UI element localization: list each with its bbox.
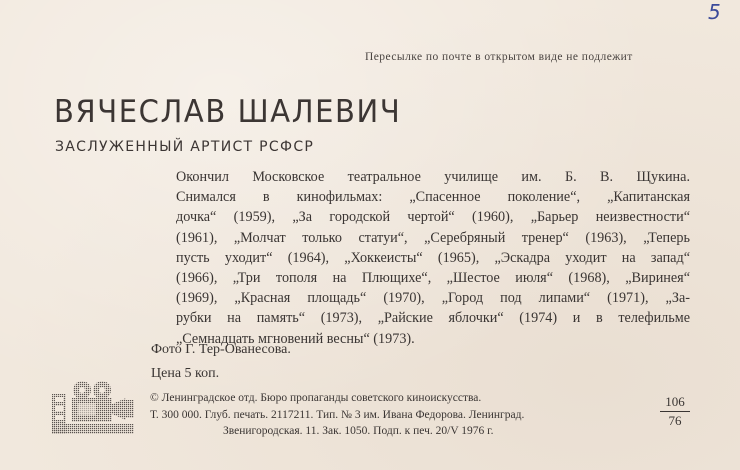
price: Цена 5 коп.: [151, 366, 220, 381]
bio-line: Снимался в кинофильмах: „Спасенное поколение“, „Капитанская: [176, 189, 690, 206]
imprint-line-3: Звенигородская. 11. Зак. 1050. Подп. к печ. 20/V 1976 г.: [223, 425, 494, 437]
bio-line: (1966), „Три тополя на Плющихе“, „Шестое июля“ (1968), „Виринея“: [176, 270, 690, 287]
biography: [176, 167, 690, 349]
fraction-numerator: 106: [665, 394, 685, 409]
bio-line: Окончил Московское театральное училище им. Б. В. Щукина.: [176, 169, 690, 185]
bio-line: (1961), „Молчат только статуи“, „Серебряный тренер“ (1963), „Теперь: [176, 229, 690, 246]
film-camera-logo-icon: [52, 380, 134, 434]
catalog-fraction: [660, 394, 690, 429]
actor-name: ВЯЧЕСЛАВ ШАЛЕВИЧ: [54, 93, 402, 130]
bio-line: пусть уходит“ (1964), „Хоккеисты“ (1965), „Эскадра уходит на запад“: [176, 249, 690, 266]
photo-credit: Фото Г. Тер-Ованесова.: [151, 342, 291, 357]
handwritten-mark: 5: [708, 0, 721, 24]
bio-line: рубки на память“ (1973), „Райские яблочки“ (1974) и в телефильме: [176, 310, 690, 327]
imprint-line-1: © Ленинградское отд. Бюро пропаганды советского киноискусства.: [150, 392, 482, 404]
fraction-denominator: 76: [668, 413, 682, 428]
bio-line: дочка“ (1959), „За городской чертой“ (1960), „Барьер неизвестности“: [176, 209, 690, 226]
bio-line: (1969), „Красная площадь“ (1970), „Город под липами“ (1971), „За-: [176, 290, 690, 307]
postal-notice: Пересылке по почте в открытом виде не подлежит: [365, 51, 633, 63]
bio-line: „Семнадцать мгновений весны“ (1973).: [176, 330, 415, 347]
imprint-line-2: Т. 300 000. Глуб. печать. 2117211. Тип. № 3 им. Ивана Федорова. Ленинград.: [150, 408, 525, 421]
fraction-bar: [660, 411, 690, 412]
actor-title: ЗАСЛУЖЕННЫЙ АРТИСТ РСФСР: [55, 139, 315, 155]
publisher-imprint: [150, 390, 524, 440]
